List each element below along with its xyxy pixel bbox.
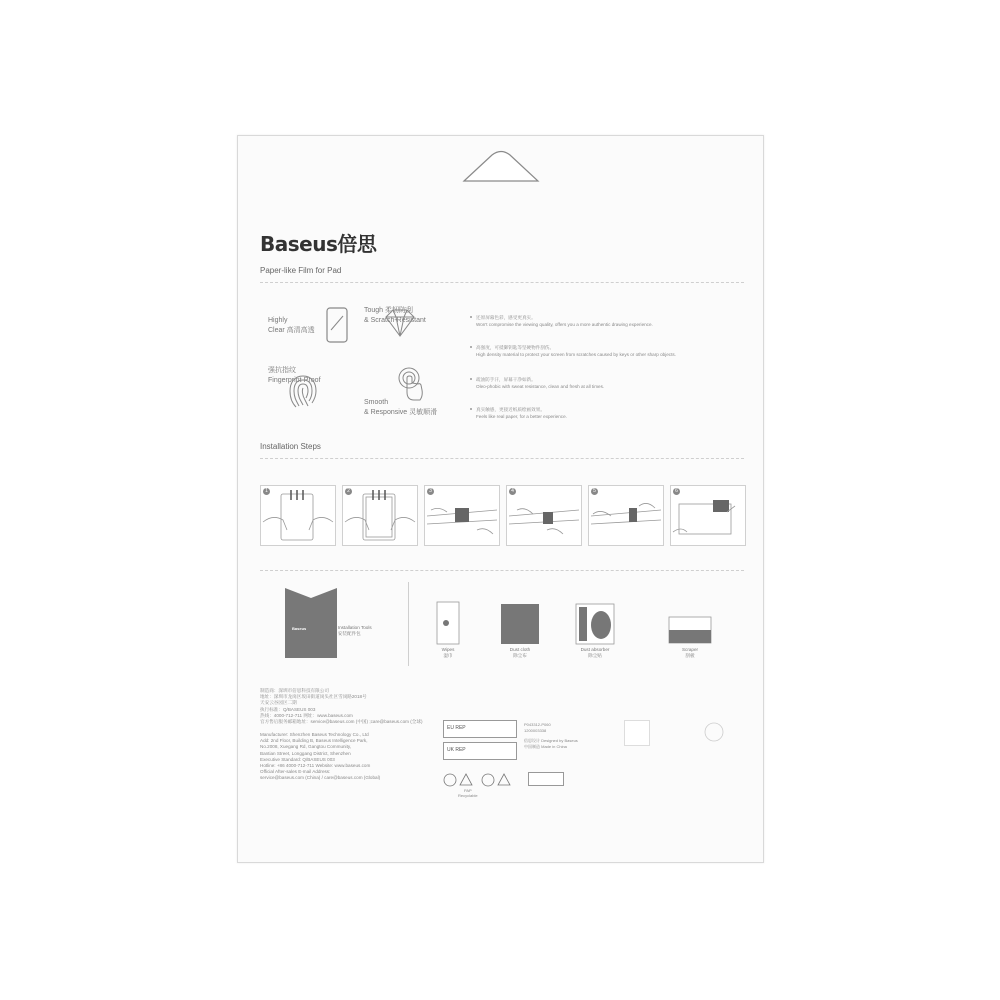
manufacturer-en: Manufacturer: Shenzhen Baseus Technology Co., Ltd Add: 2nd Floor, Building B, Baseus Intelligence Park, No.2008, Xuegang Rd, Gangtou Community, Bantian Street, Longgang District, Shenzhen Executive Standard: Q/BASEUS 003 Hotline: +86 4000-712-711 Website: www.baseus.com Official After-sales E-mail Address: service@baseus.com (China) / care@baseus.com (Global) [260, 732, 381, 781]
divider [260, 282, 744, 283]
manufacturer-cn: 制造商：深圳市倍思科技有限公司 地址：深圳市龙岗区坂田街道岗头社区雪岗路2018号 天安云谷园区二期 执行标准：Q/BASEUS 003 热线：4000-712-711 网址：www.baseus.com 官方售后服务邮箱地址：service@baseus.com (中国) ;care@baseus.com (全球) [260, 688, 423, 725]
installation-title: Installation Steps [260, 442, 321, 451]
disposal-box [528, 772, 564, 786]
divider [260, 570, 744, 571]
recycle-icons [442, 771, 522, 789]
step-1: 1 [260, 485, 336, 546]
hang-hole-icon [462, 149, 540, 183]
tool-dust-absorber-label: Dust absorber 除尘贴 [580, 647, 610, 658]
tool-wipes-label: Wipes 湿巾 [441, 647, 455, 658]
made-in: 中国制造 Made in China [524, 744, 567, 749]
product-code-1: P043312-P060 [524, 722, 551, 727]
designed-by: 倍思设计 Designed by Baseus [524, 738, 578, 743]
touch-icon [394, 366, 426, 402]
bullet-1: 还原屏幕色彩，感受更真实。 Won't compromise the viewing quality, offers you a more authentic drawing experience. [476, 314, 746, 328]
tools-pack-icon [285, 588, 337, 658]
step-6: 6 [670, 485, 746, 546]
uk-rep-box: UK REP [443, 742, 517, 760]
dust-cloth-icon [501, 604, 539, 644]
eu-rep-box: EU REP [443, 720, 517, 738]
diamond-icon [383, 308, 417, 338]
recyclable-label: Recyclable [458, 793, 478, 798]
step-5: 5 [588, 485, 664, 546]
product-title: Paper-like Film for Pad [260, 266, 342, 275]
feature-tough: Tough 柔韧防刮 & Scratch-Resistant [364, 307, 426, 324]
scraper-icon [668, 616, 712, 644]
tools-pack-brand: Baseus [292, 626, 307, 631]
certification-circle-icon [704, 722, 724, 742]
package-back [237, 135, 764, 863]
tool-scraper-label: Scraper 刮板 [681, 647, 699, 658]
certification-mark [624, 720, 650, 746]
bullet-4: 真实触感，更接近纸质绘画效果。 Feels like real paper, for a better experience. [476, 406, 746, 420]
divider [260, 458, 744, 459]
divider-vertical [408, 582, 409, 666]
feature-smooth: Smooth & Responsive 灵敏顺滑 [364, 399, 438, 416]
fingerprint-icon [286, 372, 320, 410]
tools-label: - Installation Tools - 安装配件包 [335, 625, 372, 636]
wipes-icon [436, 601, 460, 645]
step-4: 4 [506, 485, 582, 546]
product-code-2: 1200003338 [524, 728, 547, 733]
bullet-3: 疏油防手汗，屏幕干净如新。 Oleo-phobic with sweat resistance, clean and fresh at all times. [476, 376, 746, 390]
dust-absorber-icon [575, 603, 615, 645]
pap-label: PAP [464, 788, 472, 793]
tool-dust-cloth-label: Dust cloth 除尘布 [509, 647, 531, 658]
brand-logo: Baseus倍思 [260, 232, 377, 256]
phone-clear-icon [321, 306, 353, 346]
feature-highly-clear: Highly Clear 高清高透 [268, 306, 353, 346]
feature-fingerprint: 强抗指纹 Fingerprint-Proof [268, 367, 321, 384]
bullet-2: 高强度，可抵御钥匙等坚硬物件刮伤。 High density material to protect your screen from scratches caused by keys or other sharp objects. [476, 344, 746, 358]
step-2: 2 [342, 485, 418, 546]
step-3: 3 [424, 485, 500, 546]
